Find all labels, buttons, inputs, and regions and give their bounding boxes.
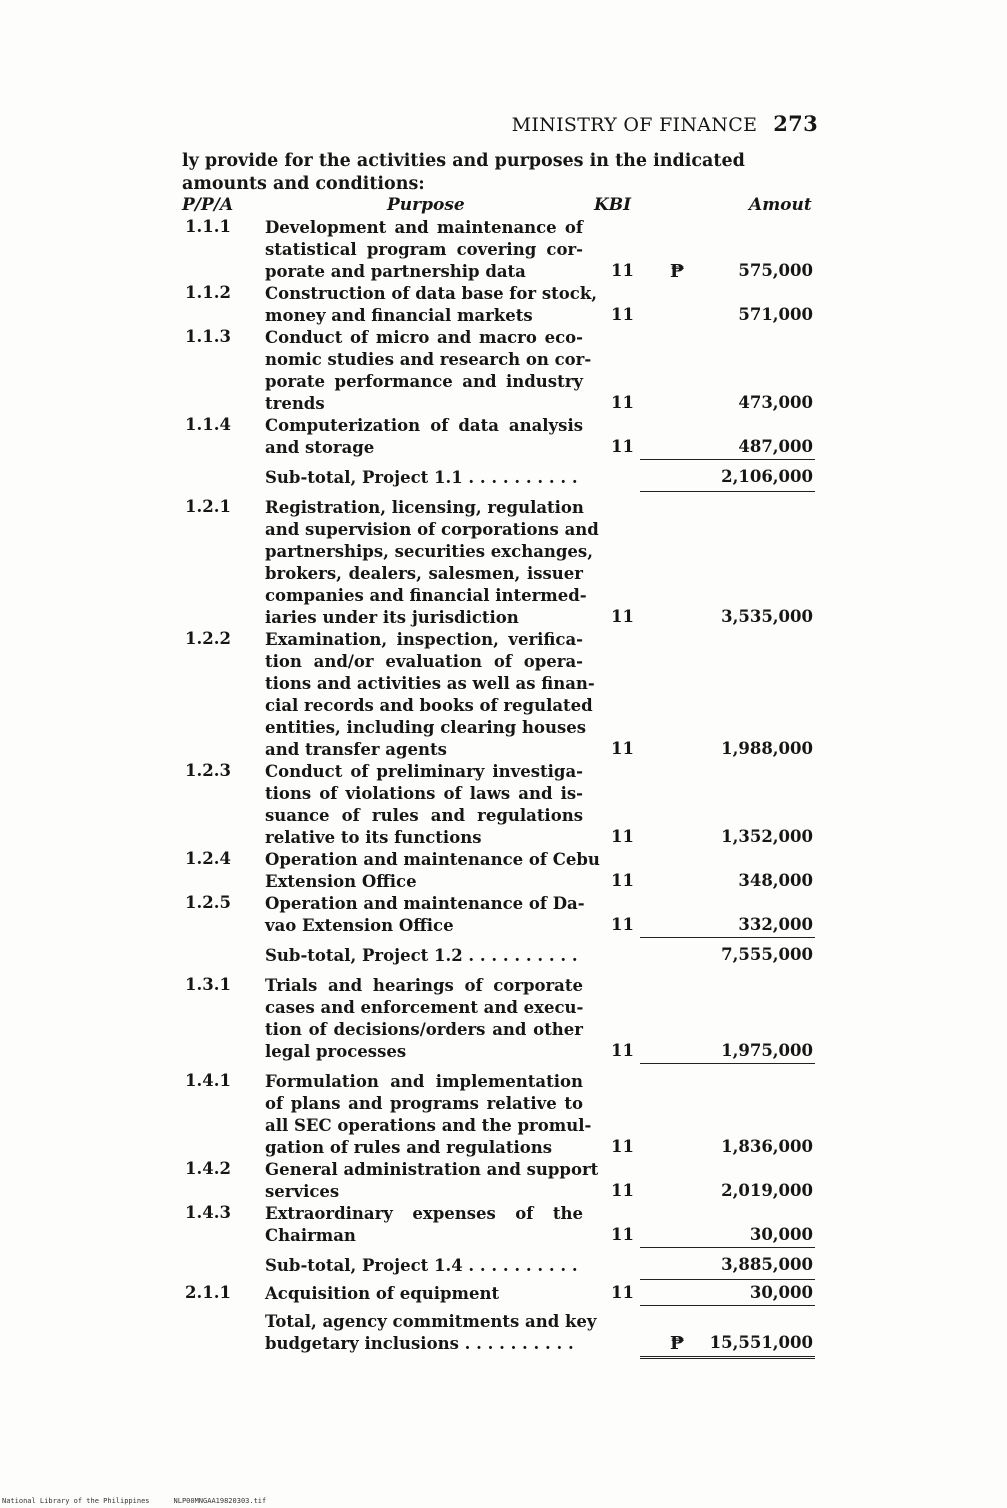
amount-underline: [640, 1063, 815, 1064]
peso-sign: ₱: [670, 261, 685, 282]
purpose-line: services: [265, 1182, 340, 1201]
table-row: [0, 975, 1007, 1063]
purpose-line: and transfer agents: [265, 740, 447, 759]
purpose-line: gation of rules and regulations: [265, 1138, 553, 1157]
row-code: 1.1.4: [185, 415, 231, 434]
row-purpose: [265, 283, 597, 327]
row-code: 2.1.1: [185, 1283, 231, 1302]
intro-paragraph: ly provide for the activities and purposes in the indicated amounts and conditions:: [182, 151, 745, 194]
column-header-amount: Amout: [749, 195, 812, 215]
purpose-line: of plans and programs relative to: [265, 1094, 583, 1113]
row-purpose: [265, 1203, 583, 1247]
purpose-line: all SEC operations and the promul-: [265, 1116, 592, 1135]
table-row: [0, 327, 1007, 415]
row-purpose: [265, 1159, 599, 1203]
purpose-line: brokers, dealers, salesmen, issuer: [265, 564, 583, 583]
row-amount: 1,988,000: [721, 739, 813, 758]
purpose-line: legal processes: [265, 1042, 407, 1061]
row-code: 1.4.3: [185, 1203, 231, 1222]
table-row: [0, 1159, 1007, 1203]
row-kbi: 11: [611, 393, 634, 412]
row-code: 1.2.1: [185, 497, 231, 516]
row-kbi: 11: [611, 1041, 634, 1060]
row-kbi: 11: [611, 305, 634, 324]
row-code: 1.1.1: [185, 217, 231, 236]
subtotal-row: [0, 1255, 1007, 1277]
peso-sign: ₱: [670, 1333, 685, 1354]
purpose-line: Development and maintenance of: [265, 218, 583, 237]
row-amount: 487,000: [738, 437, 813, 456]
row-amount: 1,352,000: [721, 827, 813, 846]
row-purpose: [265, 1071, 592, 1159]
row-code: 1.3.1: [185, 975, 231, 994]
amount-underline: [640, 937, 815, 938]
table-row: [0, 1071, 1007, 1159]
purpose-line: Acquisition of equipment: [265, 1284, 500, 1303]
purpose-line: tion of decisions/orders and other: [265, 1020, 583, 1039]
table-row: [0, 1203, 1007, 1247]
row-code: 1.1.2: [185, 283, 231, 302]
total-row: [0, 1311, 1007, 1355]
row-purpose: [265, 1283, 583, 1305]
purpose-line: Registration, licensing, regulation: [265, 498, 584, 517]
row-kbi: 11: [611, 607, 634, 626]
purpose-line: entities, including clearing houses: [265, 718, 587, 737]
row-amount: 1,836,000: [721, 1137, 813, 1156]
amount-underline: [640, 1247, 815, 1248]
purpose-line: porate performance and industry: [265, 372, 583, 391]
purpose-line: tions and activities as well as finan-: [265, 674, 595, 693]
subtotal-amount: 7,555,000: [721, 945, 813, 964]
purpose-line: Extraordinary expenses of the: [265, 1204, 583, 1223]
row-kbi: 11: [611, 1283, 634, 1302]
header-title: MINISTRY OF FINANCE: [511, 114, 758, 136]
subtotal-underline: [640, 491, 815, 492]
purpose-line: trends: [265, 394, 325, 413]
row-amount: 3,535,000: [721, 607, 813, 626]
table-row: [0, 415, 1007, 459]
row-code: 1.4.1: [185, 1071, 231, 1090]
subtotal-underline: [640, 1279, 815, 1280]
row-code: 1.2.3: [185, 761, 231, 780]
row-code: 1.1.3: [185, 327, 231, 346]
subtotal-label: Sub-total, Project 1.2 . . . . . . . . . .: [265, 946, 578, 965]
subtotal-amount: 2,106,000: [721, 467, 813, 486]
purpose-line: Chairman: [265, 1226, 356, 1245]
column-header-purpose: Purpose: [387, 195, 465, 215]
purpose-line: Computerization of data analysis: [265, 416, 583, 435]
purpose-line: statistical program covering cor-: [265, 240, 583, 259]
purpose-line: tions of violations of laws and is-: [265, 784, 583, 803]
purpose-line: and supervision of corporations and: [265, 520, 599, 539]
scan-footer: [2, 1497, 290, 1505]
running-header: [500, 111, 818, 136]
row-purpose: [265, 327, 592, 415]
purpose-line: General administration and support: [265, 1160, 599, 1179]
table-row: [0, 283, 1007, 327]
total-label: [265, 1311, 597, 1355]
table-row: [0, 217, 1007, 283]
purpose-line: nomic studies and research on cor-: [265, 350, 592, 369]
purpose-line: Construction of data base for stock,: [265, 284, 597, 303]
table-row: [0, 849, 1007, 893]
row-code: 1.2.5: [185, 893, 231, 912]
row-kbi: 11: [611, 871, 634, 890]
purpose-line: suance of rules and regulations: [265, 806, 583, 825]
footer-file: NLP00MNGAA19820303.tif: [173, 1497, 267, 1505]
column-header-kbi: KBI: [594, 195, 632, 215]
purpose-line: partnerships, securities exchanges,: [265, 542, 593, 561]
subtotal-amount: 3,885,000: [721, 1255, 813, 1274]
row-amount: 473,000: [738, 393, 813, 412]
subtotal-row: [0, 945, 1007, 967]
total-amount: 15,551,000: [709, 1333, 813, 1352]
purpose-line: iaries under its jurisdiction: [265, 608, 519, 627]
column-header-ppa: P/P/A: [182, 195, 234, 215]
purpose-line: money and financial markets: [265, 306, 533, 325]
purpose-line: companies and financial intermed-: [265, 586, 587, 605]
row-kbi: 11: [611, 915, 634, 934]
total-line: Total, agency commitments and key: [265, 1312, 597, 1331]
table-row: [0, 761, 1007, 849]
row-amount: 2,019,000: [721, 1181, 813, 1200]
row-amount: 332,000: [738, 915, 813, 934]
purpose-line: vao Extension Office: [265, 916, 454, 935]
row-purpose: [265, 217, 583, 283]
row-purpose: [265, 975, 583, 1063]
page-number: 273: [773, 111, 818, 136]
row-amount: 1,975,000: [721, 1041, 813, 1060]
row-amount: 30,000: [749, 1283, 813, 1302]
purpose-line: Extension Office: [265, 872, 417, 891]
footer-library: National Library of the Philippines: [2, 1497, 150, 1505]
table-row: [0, 629, 1007, 761]
row-amount: 30,000: [749, 1225, 813, 1244]
purpose-line: and storage: [265, 438, 375, 457]
amount-underline: [640, 1305, 815, 1306]
row-purpose: [265, 415, 583, 459]
subtotal-row: [0, 467, 1007, 489]
purpose-line: Trials and hearings of corporate: [265, 976, 583, 995]
row-kbi: 11: [611, 739, 634, 758]
total-line: budgetary inclusions . . . . . . . . . .: [265, 1334, 574, 1353]
purpose-line: Examination, inspection, verifica-: [265, 630, 583, 649]
purpose-line: Conduct of micro and macro eco-: [265, 328, 583, 347]
row-amount: 348,000: [738, 871, 813, 890]
row-purpose: [265, 629, 595, 761]
purpose-line: porate and partnership data: [265, 262, 526, 281]
row-amount: 571,000: [738, 305, 813, 324]
purpose-line: Conduct of preliminary investiga-: [265, 762, 583, 781]
subtotal-label: Sub-total, Project 1.1 . . . . . . . . . .: [265, 468, 578, 487]
row-kbi: 11: [611, 1225, 634, 1244]
row-purpose: [265, 497, 599, 629]
total-double-underline: [640, 1356, 815, 1359]
table-row: [0, 497, 1007, 629]
table-row: [0, 1283, 1007, 1305]
row-kbi: 11: [611, 1137, 634, 1156]
row-code: 1.2.2: [185, 629, 231, 648]
row-kbi: 11: [611, 261, 634, 280]
purpose-line: cases and enforcement and execu-: [265, 998, 584, 1017]
row-kbi: 11: [611, 437, 634, 456]
budget-table: [0, 217, 1007, 1355]
purpose-line: relative to its functions: [265, 828, 482, 847]
purpose-line: cial records and books of regulated: [265, 696, 593, 715]
row-purpose: [265, 849, 600, 893]
row-kbi: 11: [611, 827, 634, 846]
row-amount: 575,000: [738, 261, 813, 280]
table-row: [0, 893, 1007, 937]
subtotal-label: Sub-total, Project 1.4 . . . . . . . . . .: [265, 1256, 578, 1275]
row-kbi: 11: [611, 1181, 634, 1200]
purpose-line: tion and/or evaluation of opera-: [265, 652, 583, 671]
row-purpose: [265, 893, 583, 937]
row-code: 1.4.2: [185, 1159, 231, 1178]
amount-underline: [640, 459, 815, 460]
row-purpose: [265, 761, 583, 849]
purpose-line: Operation and maintenance of Da-: [265, 894, 585, 913]
purpose-line: Formulation and implementation: [265, 1072, 583, 1091]
row-code: 1.2.4: [185, 849, 231, 868]
purpose-line: Operation and maintenance of Cebu: [265, 850, 600, 869]
